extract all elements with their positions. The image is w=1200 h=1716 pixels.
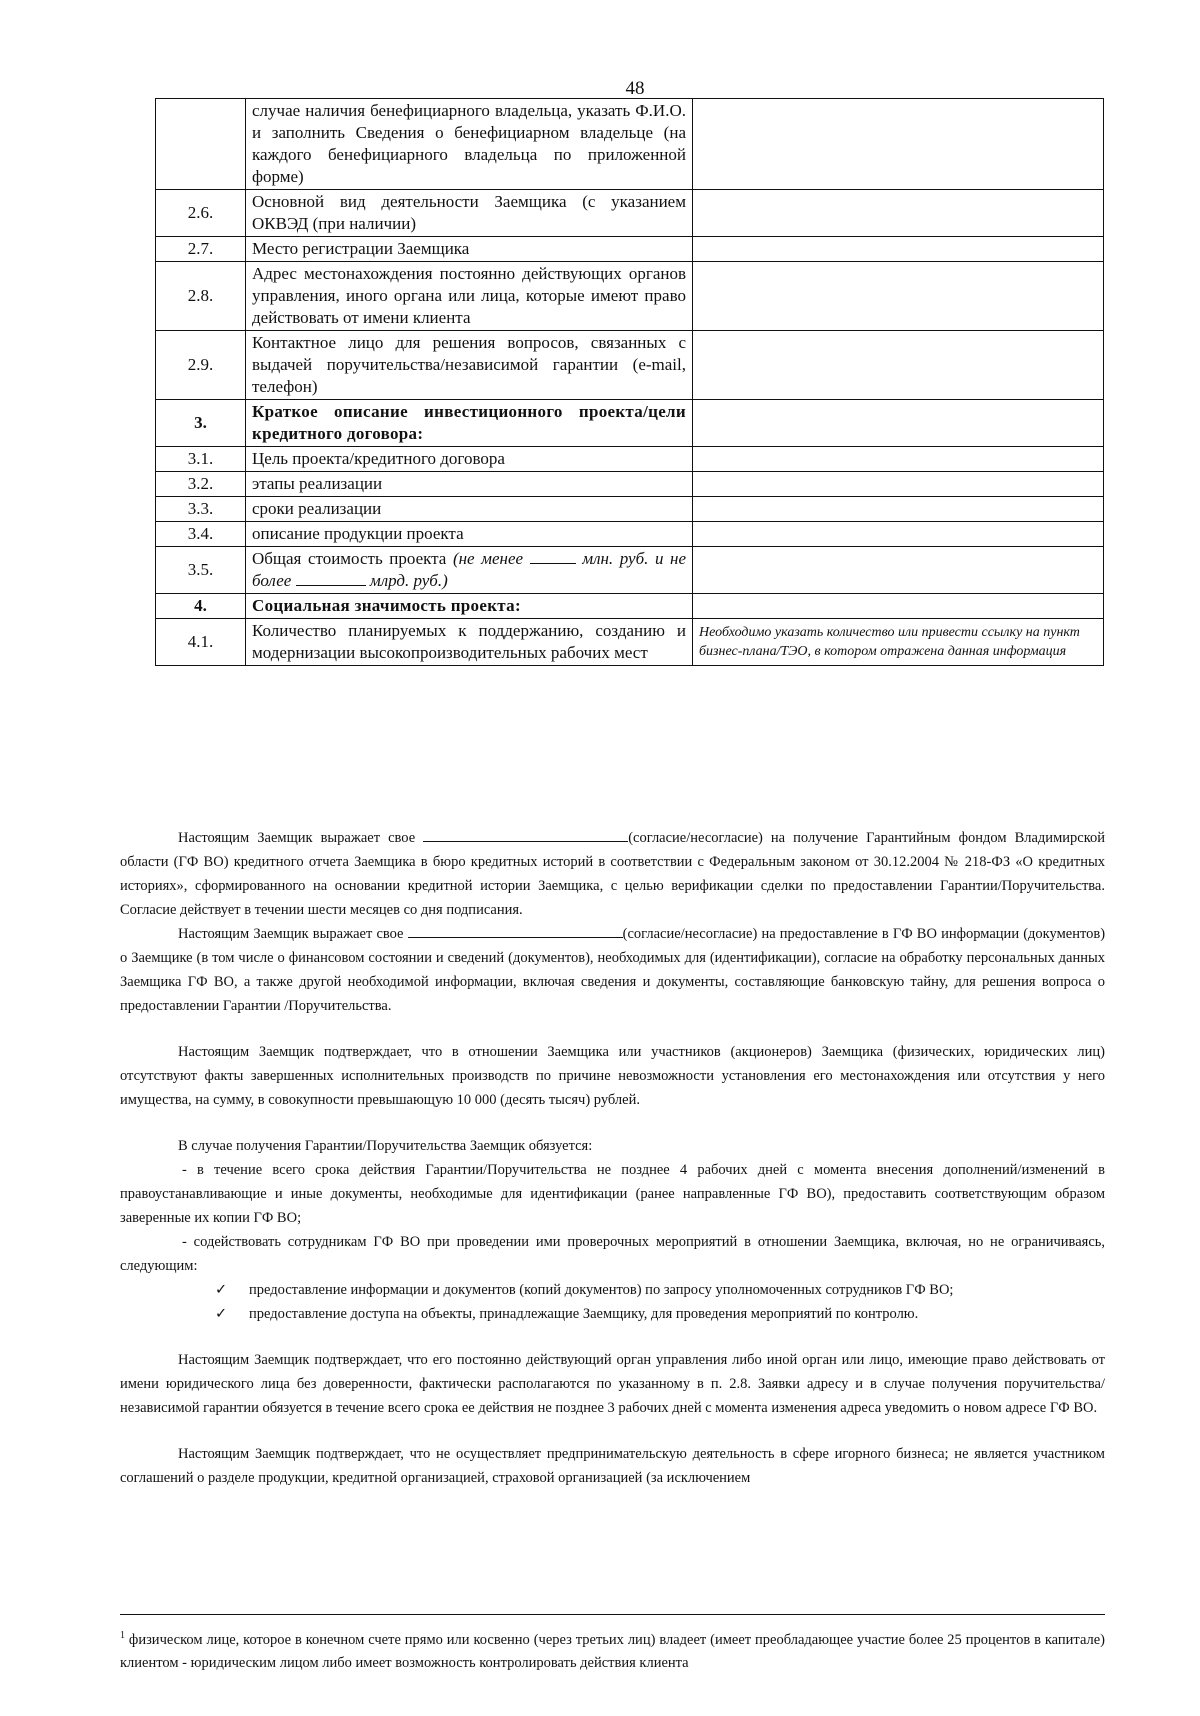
check-list-item: ✓ предоставление доступа на объекты, принадлежащие Заемщику, для проведения мероприятий по контролю.: [120, 1302, 1105, 1326]
check-list-item: ✓ предоставление информации и документов (копий документов) по запросу уполномоченных сотрудников ГФ ВО;: [120, 1278, 1105, 1302]
table-row: [156, 594, 1104, 619]
row-number: 4.: [156, 594, 246, 619]
footnote: [120, 1624, 1105, 1675]
paragraph-credit-report-consent: Настоящим Заемщик выражает свое (согласие/несогласие) на получение Гарантийным фондом Владимирской области (ГФ ВО) кредитного отчета Заемщика в бюро кредитных историй в соответствии с Федеральным законом от 30.12.2004 № 218-ФЗ «О кредитных историях», сформированного на основании кредитной истории Заемщика, с целью верификации сделки по предоставлении Гарантии/Поручительства. Согласие действует в течении шести месяцев со дня подписания.: [120, 826, 1105, 922]
row-number: 4.1.: [156, 619, 246, 666]
row-value-field[interactable]: [693, 262, 1104, 331]
checkmark-icon: ✓: [215, 1306, 228, 1322]
row-description: Адрес местонахождения постоянно действующих органов управления, иного органа или лица, которые имеют право действовать от имени клиента: [246, 262, 693, 331]
consent-blank-field[interactable]: [408, 923, 623, 938]
checkmark-icon: ✓: [215, 1282, 228, 1298]
row-description: Цель проекта/кредитного договора: [246, 447, 693, 472]
footnote-divider: [120, 1614, 1105, 1615]
application-form-table: [155, 98, 1104, 666]
table-row: [156, 262, 1104, 331]
table-row: [156, 522, 1104, 547]
row-description: Контактное лицо для решения вопросов, связанных с выдачей поручительства/независимой гарантии (e-mail, телефон): [246, 331, 693, 400]
table-row: [156, 619, 1104, 666]
page-number: 48: [625, 78, 645, 99]
row-number: 2.7.: [156, 237, 246, 262]
footnote-text: физическом лице, которое в конечном счете прямо или косвенно (через третьих лиц) владеет (имеет преобладающее участие более 25 процентов в капитале) клиентом - юридическим лицом либо имеет возможность контролировать действия клиента: [120, 1631, 1106, 1671]
row-value-field[interactable]: [693, 522, 1104, 547]
row-number: 3.2.: [156, 472, 246, 497]
row-number: [156, 99, 246, 190]
row-number: 3.1.: [156, 447, 246, 472]
footnote-marker: 1: [120, 1630, 125, 1641]
row-description: Общая стоимость проекта (не менее млн. руб. и не более млрд. руб.): [246, 547, 693, 594]
table-row: [156, 472, 1104, 497]
table-row: [156, 99, 1104, 190]
row-number: 3.3.: [156, 497, 246, 522]
row-value-field[interactable]: [693, 237, 1104, 262]
row-value-field[interactable]: [693, 472, 1104, 497]
table-row: [156, 331, 1104, 400]
row-value-field[interactable]: [693, 400, 1104, 447]
paragraph-address-confirmation: Настоящим Заемщик подтверждает, что его постоянно действующий орган управления либо иной орган или лицо, имеющие право действовать от имени юридического лица без доверенности, фактически располагаются по указанному в п. 2.8. Заявки адресу и в случае получения поручительства/независимой гарантии обязуется в течение всего срока ее действия не позднее 3 рабочих дней с момента изменения адреса уведомить о новом адресе ГФ ВО.: [120, 1352, 1105, 1416]
paragraph-information-consent: Настоящим Заемщик выражает свое (согласие/несогласие) на предоставление в ГФ ВО информации (документов) о Заемщике (в том числе о финансовом состоянии и сведений (документов), необходимых для (идентификации), согласие на обработку персональных данных Заемщика ГФ ВО, а также другой необходимой информации, включая сведения и документы, составляющие банковскую тайну, для решения вопроса о предоставлении Гарантии /Поручительства.: [120, 922, 1105, 1018]
row-number: 3.5.: [156, 547, 246, 594]
row-value-field[interactable]: [693, 190, 1104, 237]
paragraph-gambling-confirmation: Настоящим Заемщик подтверждает, что не осуществляет предпринимательскую деятельность в сфере игорного бизнеса; не является участником соглашений о разделе продукции, кредитной организацией, страховой организацией (за исключением: [120, 1446, 1105, 1486]
table-row: [156, 447, 1104, 472]
row-number: 2.9.: [156, 331, 246, 400]
row-value-field[interactable]: [693, 547, 1104, 594]
row-description: Количество планируемых к поддержанию, созданию и модернизации высокопроизводительных рабочих мест: [246, 619, 693, 666]
row-value-field[interactable]: [693, 497, 1104, 522]
row-description: Место регистрации Заемщика: [246, 237, 693, 262]
declarations-section: [120, 826, 1105, 1490]
row-number: 2.6.: [156, 190, 246, 237]
consent-blank-field[interactable]: [423, 827, 628, 842]
row-value-field[interactable]: [693, 99, 1104, 190]
table-row: [156, 497, 1104, 522]
row-value-field[interactable]: [693, 331, 1104, 400]
row-description: этапы реализации: [246, 472, 693, 497]
min-cost-blank[interactable]: [530, 549, 576, 564]
table-row: [156, 237, 1104, 262]
row-description: Краткое описание инвестиционного проекта/цели кредитного договора:: [246, 400, 693, 447]
row-description: Основной вид деятельности Заемщика (с указанием ОКВЭД (при наличии): [246, 190, 693, 237]
table-row: [156, 547, 1104, 594]
row-description: сроки реализации: [246, 497, 693, 522]
row-value-field[interactable]: [693, 447, 1104, 472]
row-value-field[interactable]: Необходимо указать количество или привести ссылку на пункт бизнес-плана/ТЭО, в котором отражена данная информация: [693, 619, 1104, 666]
obligation-item: - в течение всего срока действия Гарантии/Поручительства не позднее 4 рабочих дней с момента внесения дополнений/изменений в правоустанавливающие и иные документы, необходимые для идентификации (ранее направленные ГФ ВО), предоставить соответствующим образом заверенные их копии ГФ ВО;: [120, 1162, 1105, 1226]
row-description: случае наличия бенефициарного владельца, указать Ф.И.О. и заполнить Сведения о бенефициарном владельце (на каждого бенефициарного владельца по приложенной форме): [246, 99, 693, 190]
row-number: 3.: [156, 400, 246, 447]
row-number: 2.8.: [156, 262, 246, 331]
obligation-item: - содействовать сотрудникам ГФ ВО при проведении ими проверочных мероприятий в отношении Заемщика, включая, но не ограничиваясь, следующим:: [120, 1234, 1105, 1274]
row-description: описание продукции проекта: [246, 522, 693, 547]
paragraph-no-enforcement: Настоящим Заемщик подтверждает, что в отношении Заемщика или участников (акционеров) Заемщика (физических, юридических лиц) отсутствуют факты завершенных исполнительных производств по причине невозможности установления его местонахождения или отсутствия у него имущества, на сумму, в совокупности превышающую 10 000 (десять тысяч) рублей.: [120, 1044, 1105, 1108]
row-number: 3.4.: [156, 522, 246, 547]
table-row: [156, 400, 1104, 447]
table-row: [156, 190, 1104, 237]
row-description: Социальная значимость проекта:: [246, 594, 693, 619]
paragraph-obligations-intro: В случае получения Гарантии/Поручительства Заемщик обязуется:: [178, 1138, 593, 1154]
row-value-field[interactable]: [693, 594, 1104, 619]
max-cost-blank[interactable]: [296, 571, 366, 586]
